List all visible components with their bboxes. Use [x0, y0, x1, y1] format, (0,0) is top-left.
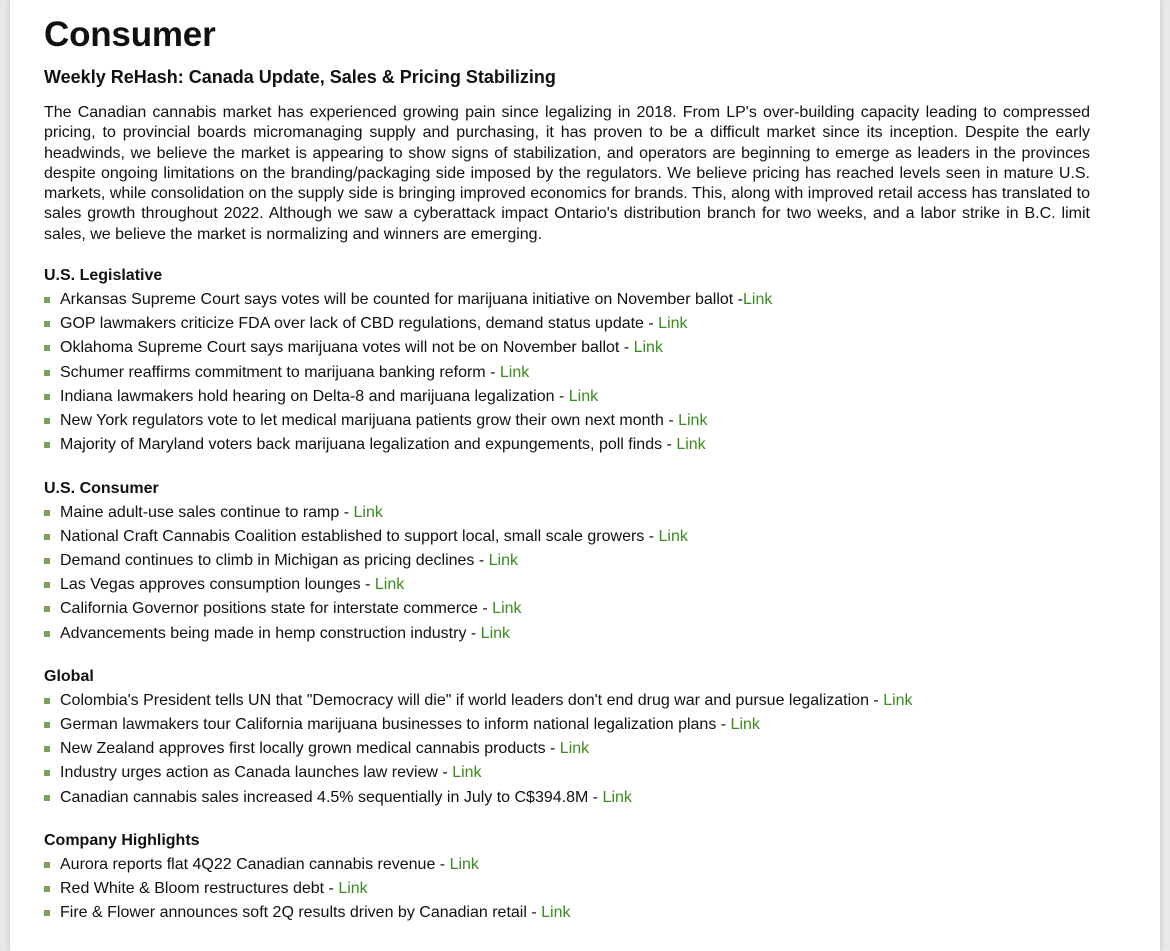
news-item — [44, 737, 1090, 761]
square-bullet-icon — [44, 582, 50, 588]
news-link[interactable]: Link — [338, 879, 368, 897]
news-link[interactable]: Link — [658, 527, 688, 545]
square-bullet-icon — [44, 510, 50, 516]
separator: - — [474, 551, 489, 569]
news-link[interactable]: Link — [449, 855, 479, 873]
square-bullet-icon — [44, 370, 50, 376]
news-headline: California Governor positions state for interstate commerce — [60, 600, 478, 618]
news-link[interactable]: Link — [730, 715, 760, 733]
news-link[interactable]: Link — [480, 624, 511, 642]
news-headline: Arkansas Supreme Court says votes will be counted for marijuana initiative on November ballot — [60, 291, 734, 309]
news-headline: Demand continues to climb in Michigan as pricing declines — [60, 551, 475, 569]
square-bullet-icon — [44, 442, 50, 448]
section-heading: U.S. Legislative — [44, 267, 163, 285]
document-content — [44, 14, 1090, 925]
news-headline: Majority of Maryland voters back marijuana legalization and expungements, poll finds — [60, 436, 663, 454]
separator: - — [554, 387, 569, 405]
news-headline: Indiana lawmakers hold hearing on Delta-8 and marijuana legalization — [60, 387, 555, 405]
news-item — [44, 786, 1090, 810]
separator: - — [360, 576, 375, 594]
news-item — [44, 525, 1090, 549]
news-headline: Maine adult-use sales continue to ramp — [60, 503, 340, 521]
news-item — [44, 501, 1090, 525]
square-bullet-icon — [44, 606, 50, 612]
news-item — [44, 288, 1090, 312]
separator: - — [716, 715, 731, 733]
news-item — [44, 622, 1090, 646]
square-bullet-icon — [44, 698, 50, 704]
news-headline: Canadian cannabis sales increased 4.5% sequentially in July to C$394.8M — [60, 788, 589, 806]
news-item — [44, 385, 1090, 409]
separator: - — [485, 363, 500, 381]
square-bullet-icon — [44, 345, 50, 351]
news-link[interactable]: Link — [452, 764, 482, 782]
news-headline: Industry urges action as Canada launches law review — [60, 764, 438, 782]
square-bullet-icon — [44, 886, 50, 892]
square-bullet-icon — [44, 394, 50, 400]
news-item — [44, 433, 1090, 457]
separator: - — [437, 764, 453, 782]
news-headline: New Zealand approves first locally grown medical cannabis products — [60, 740, 546, 758]
news-headline: Colombia's President tells UN that "Democracy will die" if world leaders don't end drug war and pursue legalization — [60, 691, 869, 709]
separator: - — [588, 788, 603, 806]
news-headline: Fire & Flower announces soft 2Q results driven by Canadian retail — [60, 904, 527, 922]
news-link[interactable]: Link — [492, 600, 522, 618]
news-list — [44, 689, 1090, 810]
square-bullet-icon — [44, 746, 50, 752]
news-headline: Schumer reaffirms commitment to marijuana banking reform — [60, 363, 486, 381]
news-link[interactable]: Link — [743, 291, 773, 309]
separator: - — [339, 503, 354, 521]
square-bullet-icon — [44, 722, 50, 728]
square-bullet-icon — [44, 910, 50, 916]
news-link[interactable]: Link — [883, 691, 913, 709]
separator: - — [477, 600, 493, 618]
news-headline: Red White & Bloom restructures debt — [60, 879, 325, 897]
section-heading: Global — [44, 667, 94, 685]
news-sections — [44, 266, 1090, 925]
news-item — [44, 877, 1090, 901]
news-link[interactable]: Link — [676, 436, 706, 454]
news-item — [44, 853, 1090, 877]
news-headline: New York regulators vote to let medical marijuana patients grow their own next month — [60, 412, 664, 430]
news-link[interactable]: Link — [488, 551, 519, 569]
news-headline: GOP lawmakers criticize FDA over lack of CBD regulations, demand status update — [60, 315, 644, 333]
separator: - — [644, 527, 659, 545]
news-headline: Advancements being made in hemp construction industry — [60, 624, 467, 642]
square-bullet-icon — [44, 534, 50, 540]
news-link[interactable]: Link — [658, 315, 688, 333]
separator: - — [643, 315, 659, 333]
square-bullet-icon — [44, 321, 50, 327]
news-item — [44, 409, 1090, 433]
document-page — [10, 0, 1160, 951]
separator: - — [619, 339, 634, 357]
news-list — [44, 853, 1090, 926]
news-item — [44, 361, 1090, 385]
separator: - — [662, 436, 677, 454]
section-heading: U.S. Consumer — [44, 479, 159, 497]
news-headline: Las Vegas approves consumption lounges — [60, 576, 361, 594]
square-bullet-icon — [44, 770, 50, 776]
news-headline: German lawmakers tour California marijuana businesses to inform national legalization plans — [60, 715, 717, 733]
section-u-s-legislative — [44, 266, 1090, 457]
page-title: Consumer — [44, 15, 216, 54]
news-headline: Aurora reports flat 4Q22 Canadian cannabis revenue — [60, 855, 436, 873]
square-bullet-icon — [44, 862, 50, 868]
intro-paragraph: The Canadian cannabis market has experienced growing pain since legalizing in 2018. From LP's over-building capacity leading to compressed pricing, to provincial boards micromanaging supply and purchasing, it has proven to be a difficult market since its inception. Despite the early headwinds, we believe the market is appearing to show signs of stabilization, and operators are beginning to emerge as leaders in the provinces despite ongoing limitations on the branding/packaging side imposed by the regulators. We believe pricing has reached levels seen in mature U.S. markets, while consolidation on the supply side is bringing improved economics for brands. This, along with improved retail access has translated to sales growth throughout 2022. Although we saw a cyberattack impact Ontario's distribution branch for two weeks, and a labor strike in B.C. limit sales, we believe the market is normalizing and winners are emerging. — [44, 104, 1090, 243]
section-global — [44, 667, 1090, 810]
news-link[interactable]: Link — [602, 788, 632, 806]
separator: - — [526, 904, 542, 922]
square-bullet-icon — [44, 795, 50, 801]
news-list — [44, 288, 1090, 457]
news-headline: Oklahoma Supreme Court says marijuana votes will not be on November ballot — [60, 339, 620, 357]
separator: - — [545, 740, 560, 758]
news-item — [44, 573, 1090, 597]
news-link[interactable]: Link — [374, 576, 405, 594]
news-link[interactable]: Link — [559, 740, 590, 758]
square-bullet-icon — [44, 418, 50, 424]
news-headline: National Craft Cannabis Coalition established to support local, small scale growers — [60, 527, 645, 545]
separator: - — [435, 855, 450, 873]
news-item — [44, 336, 1090, 360]
report-subtitle: Weekly ReHash: Canada Update, Sales & Pricing Stabilizing — [44, 67, 556, 87]
square-bullet-icon — [44, 631, 50, 637]
section-heading: Company Highlights — [44, 831, 200, 849]
news-link[interactable]: Link — [499, 363, 530, 381]
separator: - — [733, 291, 743, 309]
news-link[interactable]: Link — [633, 339, 663, 357]
separator: - — [868, 691, 884, 709]
news-item — [44, 689, 1090, 713]
square-bullet-icon — [44, 297, 50, 303]
news-list — [44, 501, 1090, 646]
separator: - — [466, 624, 481, 642]
section-u-s-consumer — [44, 479, 1090, 646]
news-item — [44, 312, 1090, 336]
separator: - — [324, 879, 339, 897]
news-link[interactable]: Link — [541, 904, 571, 922]
square-bullet-icon — [44, 558, 50, 564]
news-link[interactable]: Link — [568, 387, 599, 405]
news-item — [44, 597, 1090, 621]
section-company-highlights — [44, 831, 1090, 926]
news-item — [44, 713, 1090, 737]
news-item — [44, 761, 1090, 785]
news-link[interactable]: Link — [678, 412, 708, 430]
news-link[interactable]: Link — [353, 503, 383, 521]
news-item — [44, 549, 1090, 573]
news-item — [44, 901, 1090, 925]
separator: - — [663, 412, 679, 430]
